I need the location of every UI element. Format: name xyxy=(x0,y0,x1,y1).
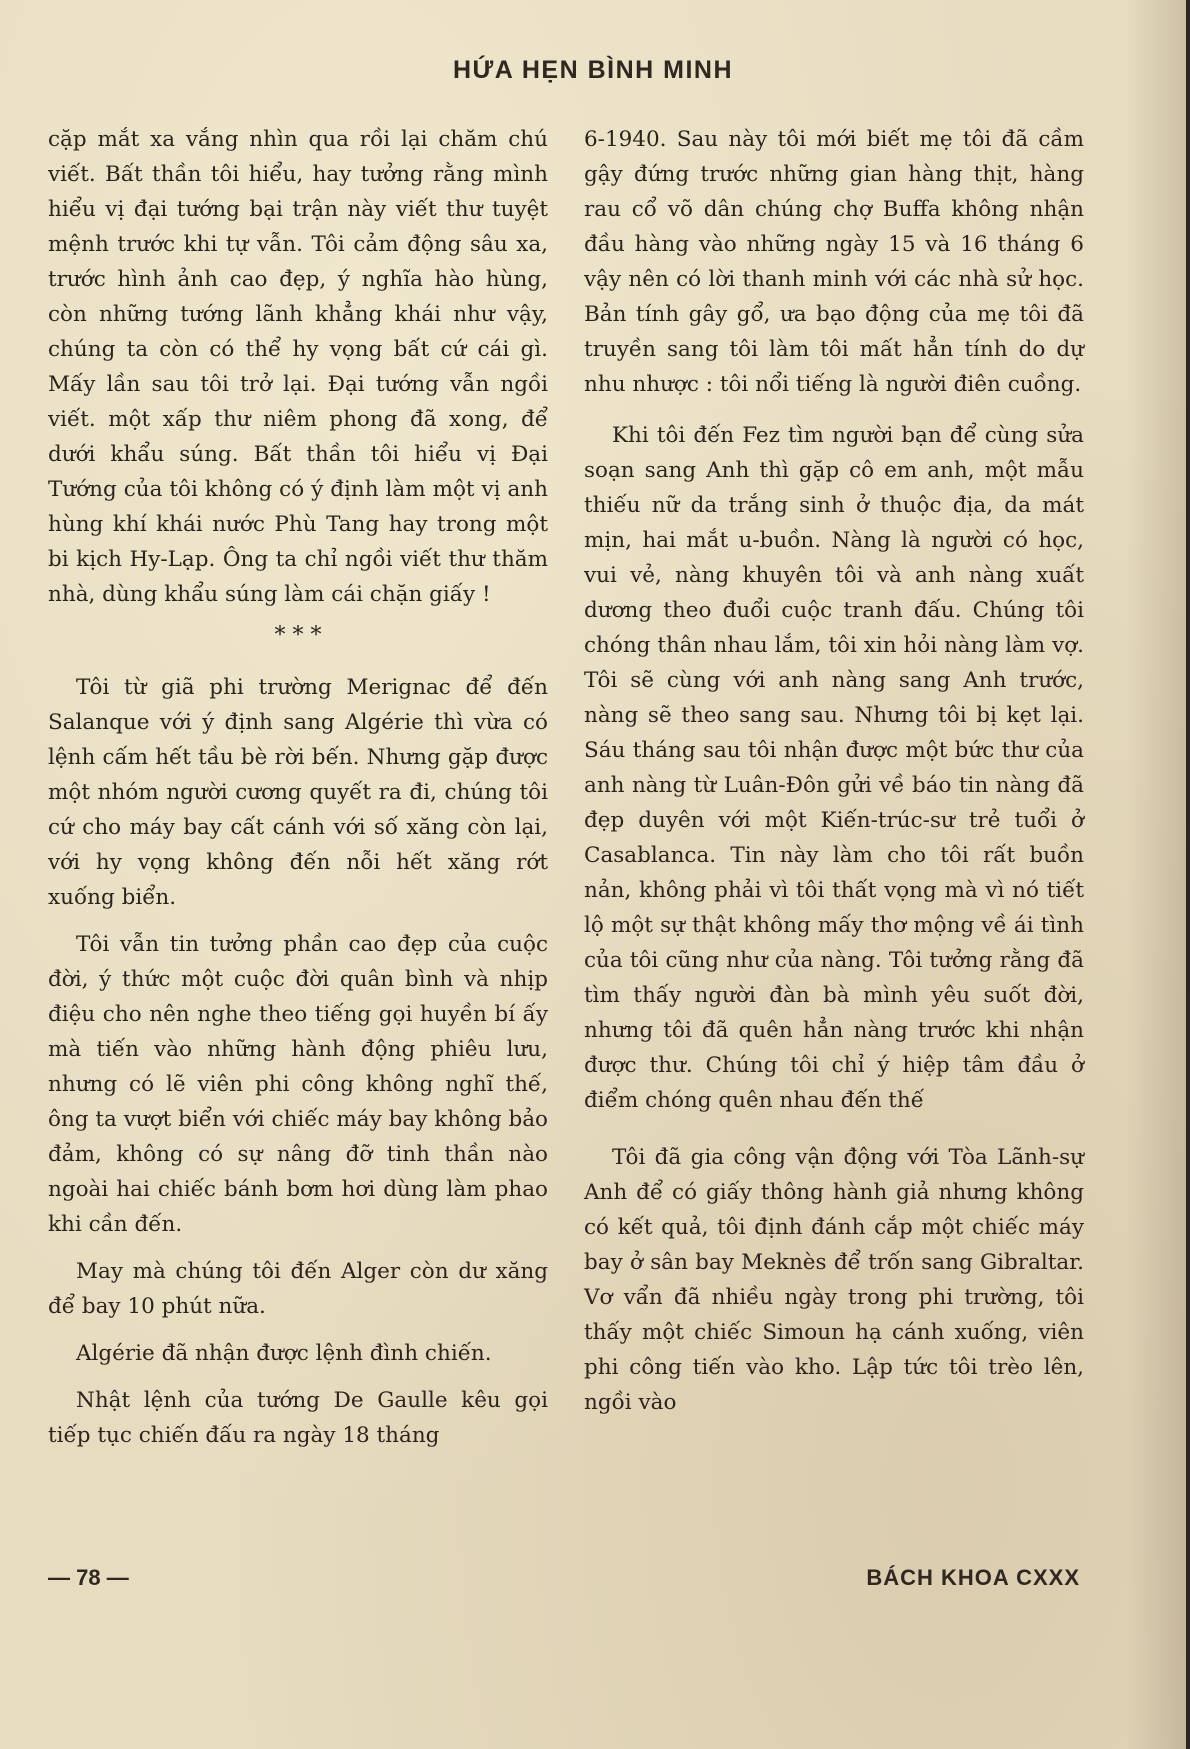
paragraph: Tôi vẫn tin tưởng phần cao đẹp của cuộc đời, ý thức một cuộc đời quân bình và nhịp điệu cho nên nghe theo tiếng gọi huyền bí ấy mà tiến vào những hành động phiêu lưu, nhưng có lẽ viên phi công không nghĩ thế, ông ta vượt biển với chiếc máy bay không bảo đảm, không có sự nâng đỡ tinh thần nào ngoài hai chiếc bánh bơm hơi dùng làm phao khi cần đến. xyxy=(48,932,548,1237)
page-edge-shadow xyxy=(1126,0,1186,1749)
paragraph: Khi tôi đến Fez tìm người bạn để cùng sửa soạn sang Anh thì gặp cô em anh, một mẫu thiếu nữ da trắng sinh ở thuộc địa, da mát mịn, hai mắt u-buồn. Nàng là người có học, vui vẻ, nàng khuyên tôi và anh nàng xuất dương theo đuổi cuộc tranh đấu. Chúng tôi chóng thân nhau lắm, tôi xin hỏi nàng làm vợ. Tôi sẽ cùng với anh nàng sang Anh trước, nàng sẽ theo sang sau. Nhưng tôi bị kẹt lại. Sáu tháng sau tôi nhận được một bức thư của anh nàng từ Luân-Đôn gửi về báo tin nàng đã đẹp duyên với một Kiến-trúc-sư trẻ tuổi ở Casablanca. Tin này làm cho tôi rất buồn nản, không phải vì tôi thất vọng mà vì nó tiết lộ một sự thật không mấy thơ mộng về ái tình của tôi cũng như của nàng. Tôi tưởng rằng đã tìm thấy người đàn bà mình yêu suốt đời, nhưng tôi đã quên hẳn nàng trước khi nhận được thư. Chúng tôi chỉ ý hiệp tâm đầu ở điểm chóng quên nhau đến thế xyxy=(584,423,1084,1113)
paragraph: May mà chúng tôi đến Alger còn dư xăng để bay 10 phút nữa. xyxy=(48,1259,548,1319)
left-column xyxy=(48,122,548,1453)
paragraph: Tôi đã gia công vận động với Tòa Lãnh-sự Anh để có giấy thông hành giả nhưng không có kết quả, tôi định đánh cắp một chiếc máy bay ở sân bay Meknès để trốn sang Gibraltar. Vơ vẩn đã nhiều ngày trong phi trường, tôi thấy một chiếc Simoun hạ cánh xuống, viên phi công tiến vào kho. Lập tức tôi trèo lên, ngồi vào xyxy=(584,1145,1084,1415)
right-column xyxy=(584,122,1084,1420)
paragraph: cặp mắt xa vắng nhìn qua rồi lại chăm chú viết. Bất thần tôi hiểu, hay tưởng rằng mình hiểu vị đại tướng bại trận này viết thư tuyệt mệnh trước khi tự vẫn. Tôi cảm động sâu xa, trước hình ảnh cao đẹp, ý nghĩa hào hùng, còn những tướng lãnh khẳng khái như vậy, chúng ta còn có thể hy vọng bất cứ cái gì. Mấy lần sau tôi trở lại. Đại tướng vẫn ngồi viết. một xấp thư niêm phong đã xong, để dưới khẩu súng. Bất thần tôi hiểu vị Đại Tướng của tôi không có ý định làm một vị anh hùng khí khái nước Phù Tang hay trong một bi kịch Hy-Lạp. Ông ta chỉ ngồi viết thư thăm nhà, dùng khẩu súng làm cái chặn giấy ! xyxy=(48,127,548,607)
page-number: — 78 — xyxy=(48,1565,129,1590)
paragraph: Nhật lệnh của tướng De Gaulle kêu gọi tiếp tục chiến đấu ra ngày 18 tháng xyxy=(48,1388,548,1448)
paragraph: 6-1940. Sau này tôi mới biết mẹ tôi đã cầm gậy đứng trước những gian hàng thịt, hàng rau cổ võ dân chúng chợ Buffa không nhận đầu hàng vào những ngày 15 và 16 tháng 6 vậy nên có lời thanh minh với các nhà sử học. Bản tính gây gổ, ưa bạo động của mẹ tôi đã truyền sang tôi làm tôi mất hẳn tính do dự nhu nhược : tôi nổi tiếng là người điên cuồng. xyxy=(584,127,1084,397)
section-asterism: * * * xyxy=(274,623,322,648)
paragraph: Tôi từ giã phi trường Merignac để đến Salanque với ý định sang Algérie thì vừa có lệnh cấm hết tầu bè rời bến. Nhưng gặp được một nhóm người cương quyết ra đi, chúng tôi cứ cho máy bay cất cánh với số xăng còn lại, với hy vọng không đến nỗi hết xăng rớt xuống biển. xyxy=(48,675,548,910)
publication-title: BÁCH KHOA CXXX xyxy=(866,1565,1080,1590)
running-title: HỨA HẸN BÌNH MINH xyxy=(452,56,734,84)
paragraph: Algérie đã nhận được lệnh đình chiến. xyxy=(76,1341,492,1366)
